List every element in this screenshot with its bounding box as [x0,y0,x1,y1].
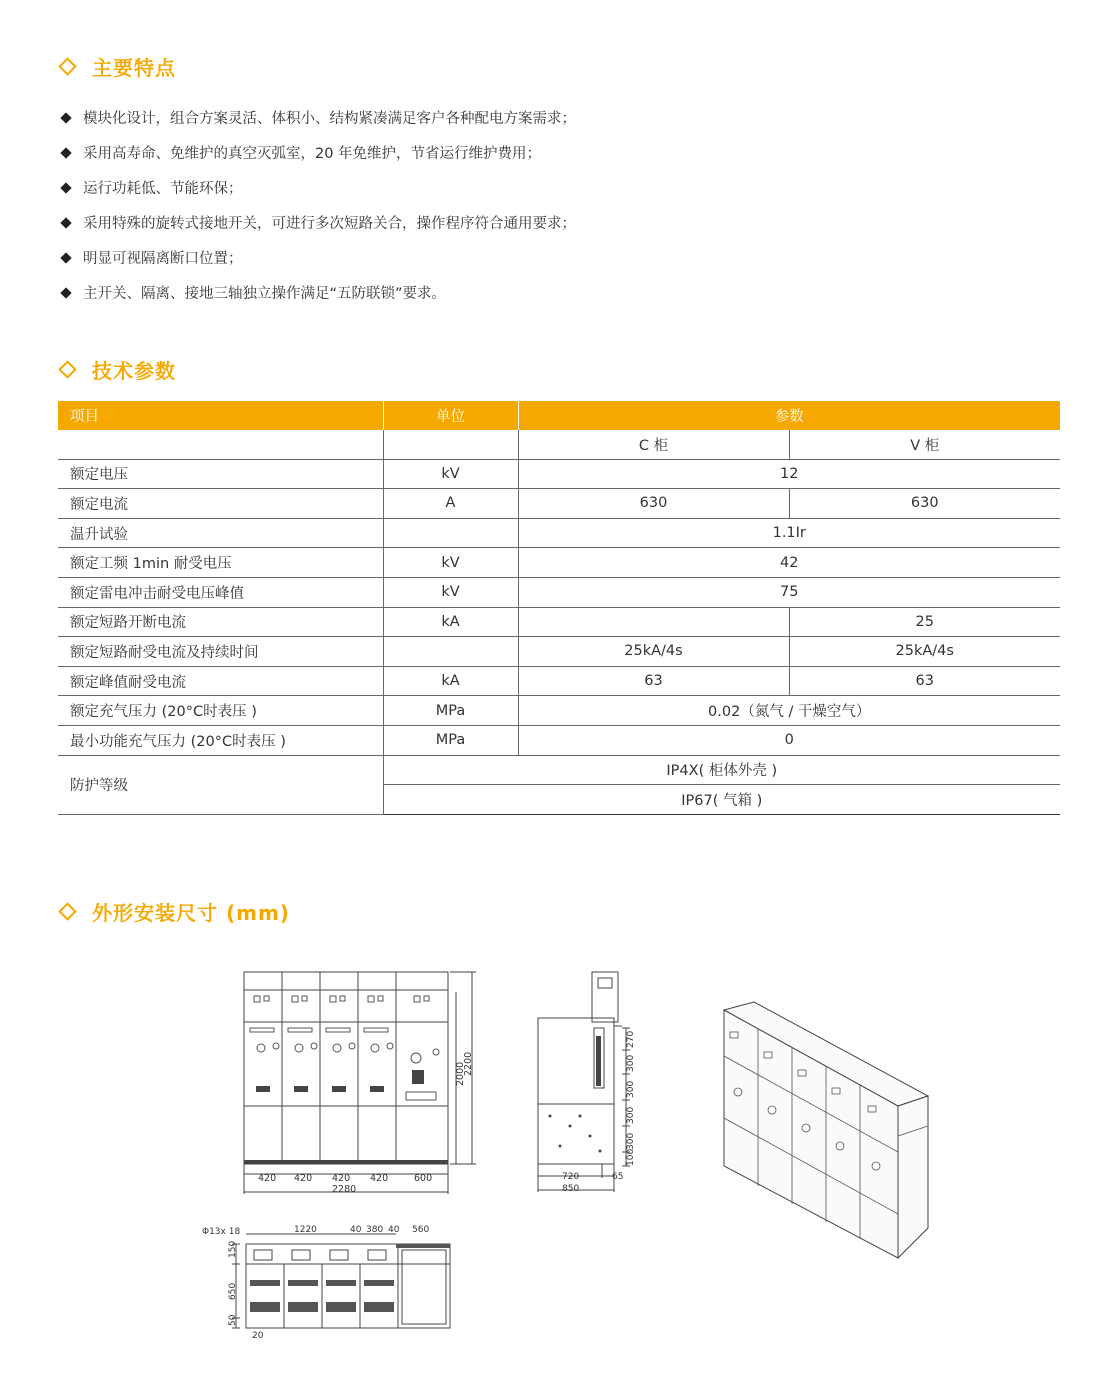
table-row: 额定电压 kV 12 [58,459,1060,489]
dim-label: 1220 [294,1225,317,1235]
table-row: 防护等级 IP4X( 柜体外壳 ) [58,755,1060,785]
table-header-row [58,401,1060,430]
subheader-c: C 柜 [518,430,789,459]
dim-label: 300 [626,1106,636,1124]
diamond-bullet-icon [60,182,71,193]
table-row: 额定充气压力 (20°C时表压 ) MPa 0.02（氮气 / 干燥空气） [58,696,1060,726]
dim-label: 50 [228,1314,238,1326]
table-row: 温升试验 1.1Ir [58,518,1060,548]
table-row: 最小功能充气压力 (20°C时表压 ) MPa 0 [58,725,1060,755]
table-subheader-row [58,430,1060,459]
diamond-bullet-icon [60,147,71,158]
header-param: 参数 [518,401,1060,430]
section-features-title: 主要特点 [58,52,176,81]
dim-label: 150 [228,1240,238,1258]
section-dims-title: 外形安装尺寸 (mm) [58,897,290,926]
dim-label: 40 [350,1225,362,1235]
table-row: 额定短路耐受电流及持续时间 25kA/4s 25kA/4s [58,637,1060,667]
header-item: 项目 [58,401,383,430]
table-row: 额定短路开断电流 kA 25 [58,607,1060,637]
dim-label: 40 [388,1225,400,1235]
dim-label: 560 [412,1225,430,1235]
list-item: 采用高寿命、免维护的真空灭弧室，20 年免维护，节省运行维护费用； [60,135,576,170]
dim-label: Φ13x 18 [202,1227,241,1237]
dim-label: 850 [562,1184,580,1194]
dim-label: 300 [626,1054,636,1072]
dim-label: 2280 [332,1184,357,1195]
table-row: 额定峰值耐受电流 kA 63 63 [58,666,1060,696]
dim-label: 300 [626,1080,636,1098]
list-item: 主开关、隔离、接地三轴独立操作满足“五防联锁”要求。 [60,275,576,310]
diamond-outline-icon [58,360,76,378]
plan-view-drawing [200,1222,456,1346]
diamond-bullet-icon [60,252,71,263]
section-params-title: 技术参数 [58,355,176,384]
front-view-drawing [236,966,486,1202]
diamond-bullet-icon [60,287,71,298]
table-row: 额定工频 1min 耐受电压 kV 42 [58,548,1060,578]
dim-label: 650 [228,1282,238,1300]
dim-label: 65 [612,1172,624,1182]
spec-table [58,401,1060,815]
dim-label: 300 [626,1132,636,1150]
table-row: 额定电流 A 630 630 [58,489,1060,519]
dim-label: 380 [366,1225,384,1235]
dim-label: 420 [258,1173,277,1184]
diamond-outline-icon [58,902,76,920]
list-item: 模块化设计，组合方案灵活、体积小、结构紧凑满足客户各种配电方案需求； [60,100,576,135]
dim-label: 20 [252,1331,264,1341]
dim-label: 270 [626,1030,636,1048]
side-view-drawing [530,966,640,1202]
dim-label: 100 [626,1148,636,1166]
table-row: IP67( 气箱 ) [58,785,1060,815]
list-item: 采用特殊的旋转式接地开关，可进行多次短路关合，操作程序符合通用要求； [60,205,576,240]
header-unit: 单位 [383,401,518,430]
list-item: 运行功耗低、节能环保； [60,170,576,205]
dim-label: 720 [562,1172,580,1182]
dim-label: 600 [414,1173,433,1184]
dim-label: 2000 [455,1061,466,1086]
isometric-view-drawing [718,996,933,1265]
diamond-bullet-icon [60,217,71,228]
dim-label: 420 [294,1173,313,1184]
table-row: 额定雷电冲击耐受电压峰值 kV 75 [58,577,1060,607]
diamond-bullet-icon [60,112,71,123]
dim-label: 420 [332,1173,351,1184]
subheader-v: V 柜 [789,430,1060,459]
dim-label: 2200 [463,1051,474,1076]
feature-list [60,100,576,310]
list-item: 明显可视隔离断口位置； [60,240,576,275]
dim-label: 420 [370,1173,389,1184]
diamond-outline-icon [58,57,76,75]
